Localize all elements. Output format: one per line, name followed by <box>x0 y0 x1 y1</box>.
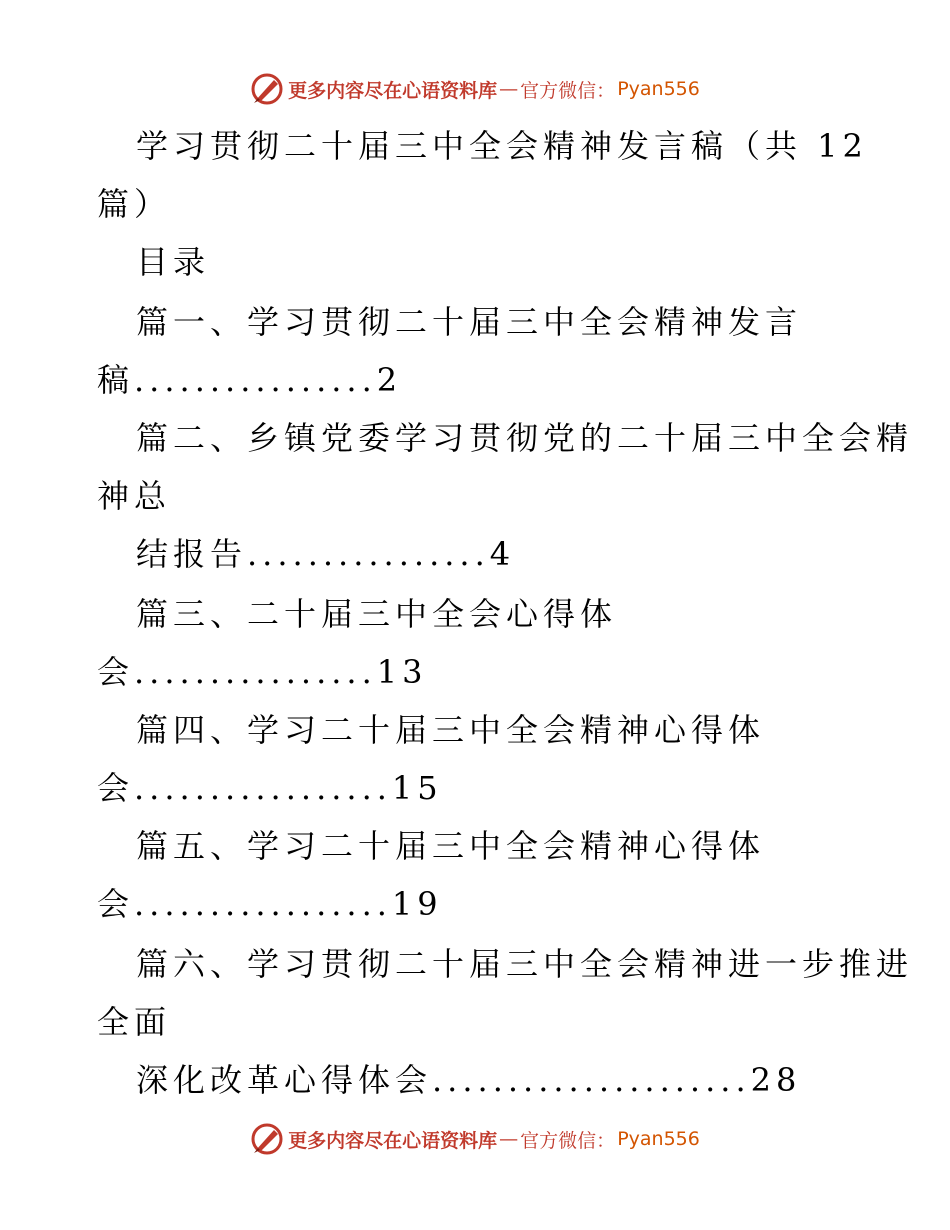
toc-entry-2-line1: 篇二、乡镇党委学习贯彻党的二十届三中全会精 <box>136 419 914 457</box>
toc-entry-6-line2: 全面 <box>97 1003 172 1041</box>
doc-title-line2: 篇） <box>97 185 172 223</box>
watermark-bottom <box>0 1122 950 1156</box>
toc-entry-2-line3: 结报告................4 <box>136 535 516 573</box>
watermark-top <box>0 72 950 106</box>
watermark-separator: — <box>499 78 519 100</box>
toc-entry-4-line2: 会.................15 <box>97 769 443 807</box>
watermark-separator: — <box>499 1128 519 1150</box>
pen-logo-icon <box>250 1122 284 1156</box>
watermark-text: 更多内容尽在心语资料库 <box>288 79 498 102</box>
toc-entry-4-line1: 篇四、学习二十届三中全会精神心得体 <box>136 711 766 749</box>
watermark-wechat-id: Pyan556 <box>617 1128 700 1150</box>
toc-entry-1-line2: 稿................2 <box>97 361 403 399</box>
toc-entry-3-line1: 篇三、二十届三中全会心得体 <box>136 595 618 633</box>
watermark-label: 官方微信： <box>520 1129 616 1152</box>
toc-entry-1-line1: 篇一、学习贯彻二十届三中全会精神发言 <box>136 303 803 341</box>
doc-title-line1: 学习贯彻二十届三中全会精神发言稿（共 12 <box>136 127 868 165</box>
toc-entry-2-line2: 神总 <box>97 477 172 515</box>
watermark-wechat-id: Pyan556 <box>617 78 700 100</box>
toc-entry-5-line1: 篇五、学习二十届三中全会精神心得体 <box>136 827 766 865</box>
toc-entry-6-line1: 篇六、学习贯彻二十届三中全会精神进一步推进 <box>136 945 914 983</box>
toc-entry-3-line2: 会................13 <box>97 653 428 691</box>
toc-entry-6-line3: 深化改革心得体会.....................28 <box>136 1061 802 1099</box>
watermark-label: 官方微信： <box>520 79 616 102</box>
pen-logo-icon <box>250 72 284 106</box>
watermark-text: 更多内容尽在心语资料库 <box>288 1129 498 1152</box>
toc-entry-5-line2: 会.................19 <box>97 885 443 923</box>
toc-heading: 目录 <box>136 243 211 281</box>
